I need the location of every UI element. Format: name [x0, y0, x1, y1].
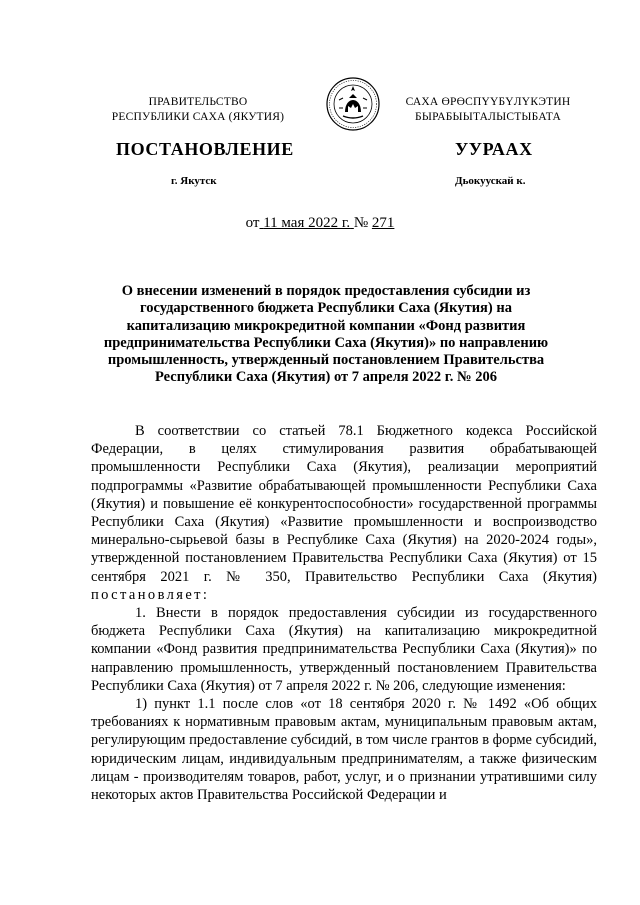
number-sign: № — [353, 215, 369, 231]
document-subject: О внесении изменений в порядок предоставления субсидии из государственного бюджета Республики Саха (Якутия) на капитализацию микрокредитной компании «Фонд развития предпринимательства Республики Саха (Якутия)» по направлению промышленность, утвержденный постановлением Правительства Республики Саха (Якутия) от 7 апреля 2022 г. № 206 — [103, 283, 549, 386]
doc-type-title-ru: ПОСТАНОВЛЕНИЕ — [116, 139, 294, 159]
date-prefix: от — [245, 215, 260, 231]
paragraph-preamble: В соответствии со статьей 78.1 Бюджетного кодекса Российской Федерации, в целях стимулирования развития обрабатывающей промышленности Республики Саха (Якутия), реализации мероприятий подпрограммы «Развитие обрабатывающей промышленности Республики Саха (Якутия) и повышение её конкурентоспособности» государственной программы Республики Саха (Якутия) «Развитие промышленности и воспроизводство минерально-сырьевой базы в Республике Саха (Якутия) на 2020-2024 годы», утвержденной постановлением Правительства Республики Саха (Якутия) от 15 сентября 2021 г. № 350, Правительство Республики Саха (Якутия) постановляет: — [91, 423, 597, 603]
document-date: 11 мая 2022 г. — [263, 215, 351, 231]
document-date-number — [0, 215, 640, 232]
document-body — [91, 422, 597, 804]
header-right-line1: САХА ӨРӨСПҮҮБҮЛҮКЭТИН — [405, 96, 571, 108]
doc-type-title-sakha: УУРААХ — [455, 139, 533, 159]
city-sakha: Дьокуускай к. — [455, 175, 526, 187]
header-right — [388, 95, 588, 125]
header-left — [98, 95, 298, 125]
paragraph-item-1: 1. Внести в порядок предоставления субсидии из государственного бюджета Республики Саха (Якутия) на капитализацию микрокредитной компании «Фонд развития предпринимательства Республики Саха (Якутия)» по направлению промышленность, утвержденный постановлением Правительства Республики Саха (Якутия) от 7 апреля 2022 г. № 206, следующие изменения: — [91, 605, 597, 694]
city-ru: г. Якутск — [171, 175, 217, 187]
decree-word: постановляет: — [91, 586, 210, 603]
document-number: 271 — [371, 215, 395, 231]
header-right-line2: БЫРАБЫЫТАЛЫСТЫБАТА — [415, 111, 561, 123]
republic-emblem-icon — [325, 76, 381, 132]
paragraph-subitem-1: 1) пункт 1.1 после слов «от 18 сентября 2020 г. № 1492 «Об общих требованиях к нормативным правовым актам, муниципальным правовым актам, регулирующим предоставление субсидий, в том числе грантов в форме субсидий, юридическим лицам, индивидуальным предпринимателям, а также физическим лицам - производителям товаров, работ, услуг, и о признании утратившими силу некоторых актов Правительства Российской Федерации и — [91, 696, 597, 804]
header-left-line2: РЕСПУБЛИКИ САХА (ЯКУТИЯ) — [111, 111, 285, 123]
header-left-line1: ПРАВИТЕЛЬСТВО — [148, 96, 248, 108]
